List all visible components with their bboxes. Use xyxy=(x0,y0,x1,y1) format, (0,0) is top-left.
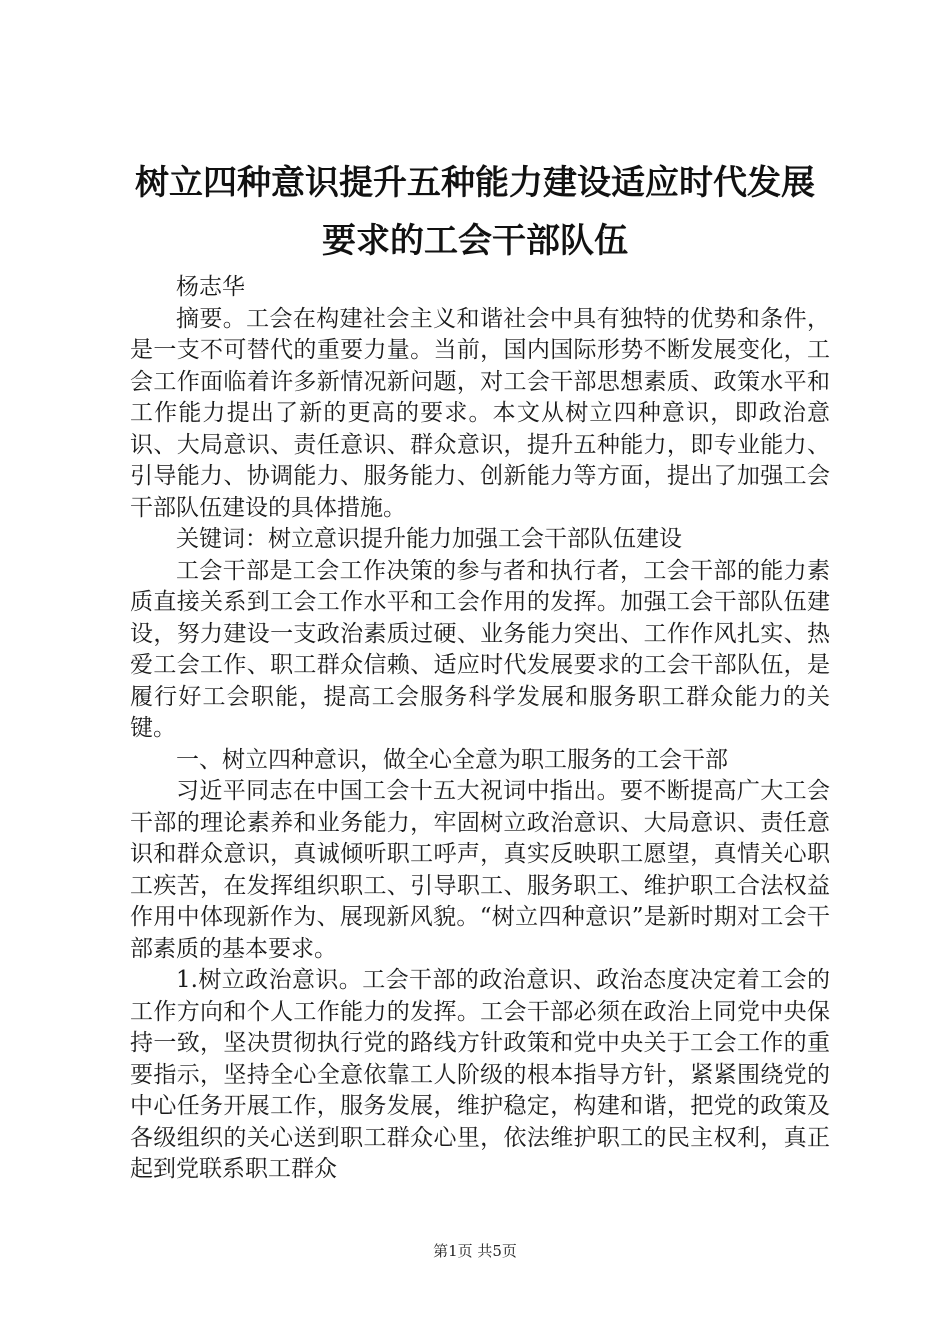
document-body xyxy=(130,268,830,1186)
abstract-paragraph: 摘要。工会在构建社会主义和谐社会中具有独特的优势和条件，是一支不可替代的重要力量。当前，国内国际形势不断发展变化，工会工作面临着许多新情况新问题，对工会干部思想素质、政策水平和工作能力提出了新的更高的要求。本文从树立四种意识，即政治意识、大局意识、责任意识、群众意识，提升五种能力，即专业能力、引导能力、协调能力、服务能力、创新能力等方面，提出了加强工会干部队伍建设的具体措施。 xyxy=(130,305,830,521)
document-title-line-1: 树立四种意识提升五种能力建设适应时代发展 xyxy=(135,163,815,203)
author-name: 杨志华 xyxy=(176,274,245,300)
intro-paragraph: 工会干部是工会工作决策的参与者和执行者，工会干部的能力素质直接关系到工会工作水平和工会作用的发挥。加强工会干部队伍建设，努力建设一支政治素质过硬、业务能力突出、工作作风扎实、热爱工会工作、职工群众信赖、适应时代发展要求的工会干部队伍，是履行好工会职能，提高工会服务科学发展和服务职工群众能力的关键。 xyxy=(130,557,830,741)
keywords-paragraph: 关键词：树立意识提升能力加强工会干部队伍建设 xyxy=(176,526,682,552)
section-heading-1: 一、树立四种意识，做全心全意为职工服务的工会干部 xyxy=(176,746,728,773)
document-title-line-2: 要求的工会干部队伍 xyxy=(322,221,628,261)
section-1-paragraph: 习近平同志在中国工会十五大祝词中指出。要不断提高广大工会干部的理论素养和业务能力，牢固树立政治意识、大局意识、责任意识和群众意识，真诚倾听职工呼声，真实反映职工愿望，真情关心职工疾苦，在发挥组织职工、引导职工、服务职工、维护职工合法权益作用中体现新作为、展现新风貌。“树立四种意识”是新时期对工会干部素质的基本要求。 xyxy=(130,778,830,962)
section-1-item-1-paragraph: 1.树立政治意识。工会干部的政治意识、政治态度决定着工会的工作方向和个人工作能力的发挥。工会干部必须在政治上同党中央保持一致，坚决贯彻执行党的路线方针政策和党中央关于工会工作的重要指示，坚持全心全意依靠工人阶级的根本指导方针，紧紧围绕党的中心任务开展工作，服务发展，维护稳定，构建和谐，把党的政策及各级组织的关心送到职工群众心里，依法维护职工的民主权利，真正起到党联系职工群众 xyxy=(130,967,830,1182)
page-footer: 第1页 共5页 xyxy=(433,1242,517,1260)
